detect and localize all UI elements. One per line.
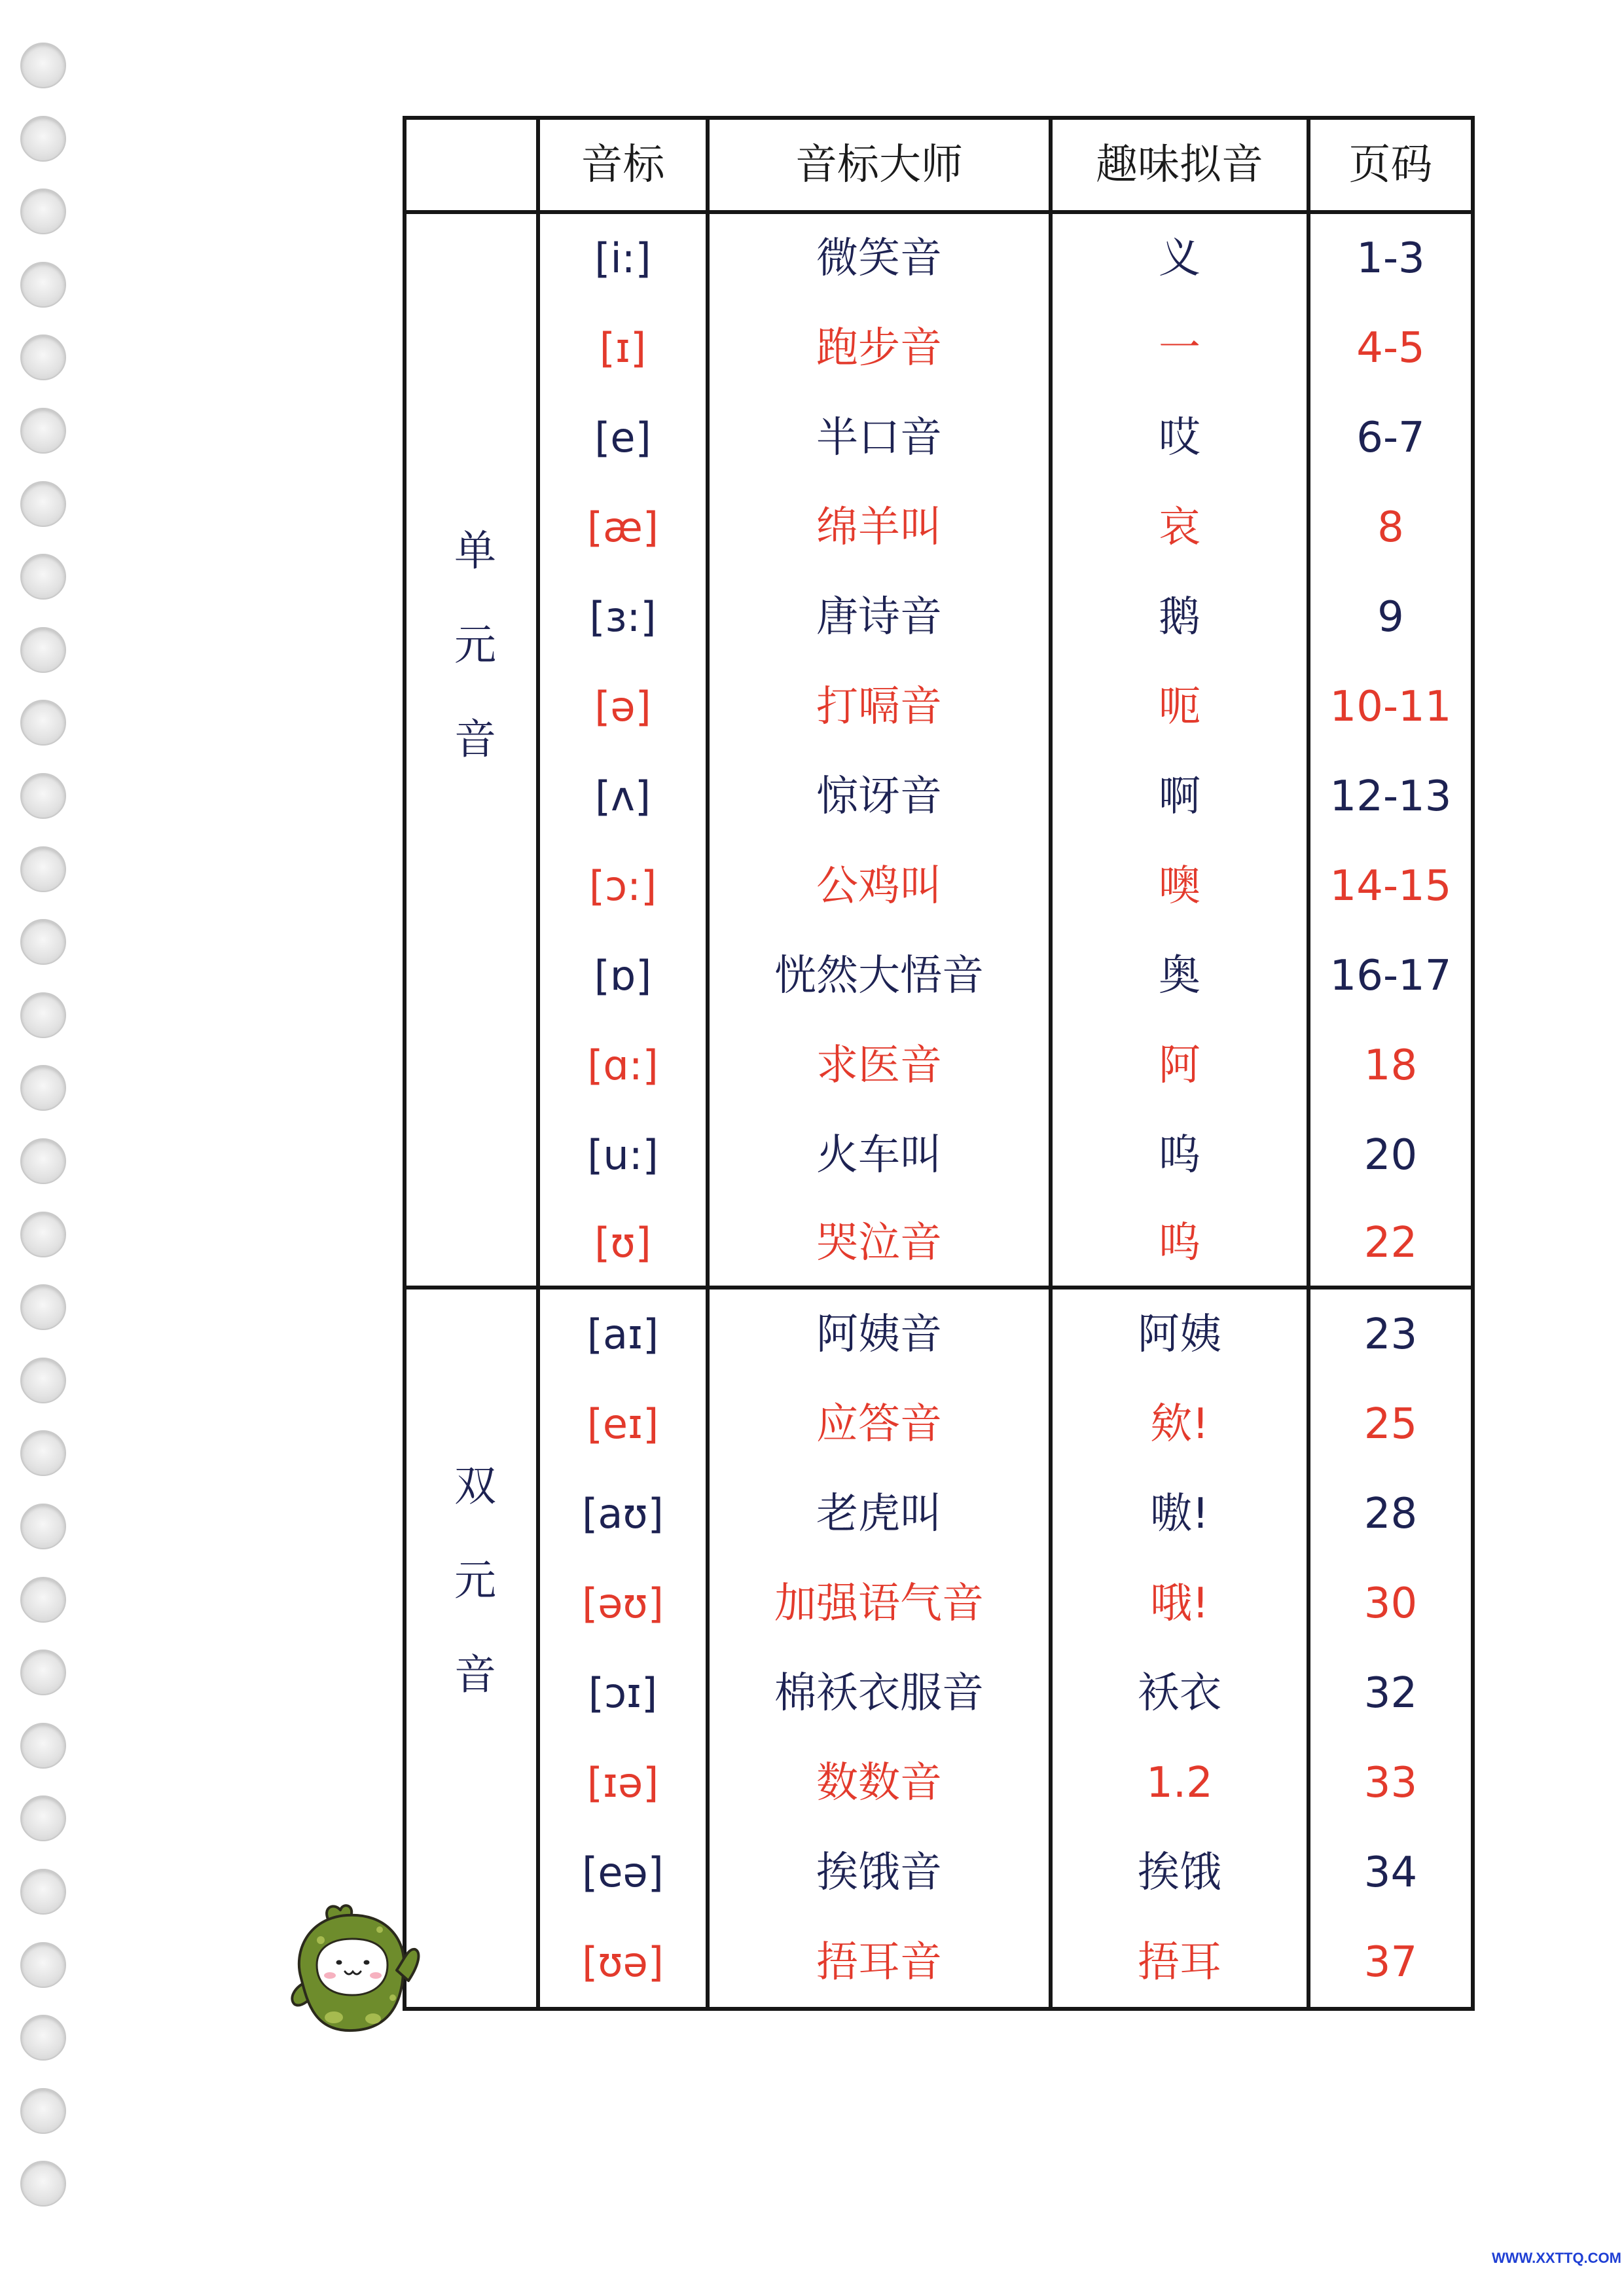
binder-hole bbox=[20, 992, 66, 1038]
phonetic-symbol-cell: [ʌ] bbox=[540, 752, 710, 842]
binder-hole bbox=[20, 1504, 66, 1549]
phonetic-symbol-cell: [eɪ] bbox=[540, 1379, 710, 1469]
sound-nickname-cell: 跑步音 bbox=[710, 304, 1053, 393]
binder-hole bbox=[20, 554, 66, 600]
sound-nickname-cell: 唐诗音 bbox=[710, 573, 1053, 662]
binder-hole bbox=[20, 1358, 66, 1403]
section-category-cell bbox=[406, 1289, 540, 2007]
page-number-cell: 16-17 bbox=[1329, 952, 1452, 1001]
page-number-cell: 10-11 bbox=[1329, 683, 1452, 732]
phonetic-symbol-cell: [ə] bbox=[540, 662, 710, 752]
page-number-cell: 34 bbox=[1363, 1848, 1418, 1897]
phonetic-symbol-cell: [ɑ:] bbox=[540, 1021, 710, 1111]
page-number-cell: 23 bbox=[1363, 1310, 1418, 1359]
fun-onomatopoeia-cell: 1.2 bbox=[1053, 1738, 1310, 1828]
fun-onomatopoeia-cell: 哦! bbox=[1053, 1559, 1310, 1648]
phonetic-symbol-cell: [i:] bbox=[540, 214, 710, 304]
page-number-cell: 33 bbox=[1363, 1758, 1418, 1807]
page-number-cell: 18 bbox=[1363, 1041, 1418, 1091]
sound-nickname-cell: 惊讶音 bbox=[710, 752, 1053, 842]
binder-hole bbox=[20, 1430, 66, 1476]
sound-nickname-cell: 微笑音 bbox=[710, 214, 1053, 304]
fun-onomatopoeia-cell: 奥 bbox=[1053, 931, 1310, 1021]
fun-onomatopoeia-cell: 捂耳 bbox=[1053, 1917, 1310, 2007]
binder-hole bbox=[20, 43, 66, 88]
phonetic-symbol-cell: [əʊ] bbox=[540, 1559, 710, 1648]
binder-hole bbox=[20, 1942, 66, 1988]
sound-nickname-cell: 挨饿音 bbox=[710, 1828, 1053, 1917]
phonetic-symbol-cell: [ɪə] bbox=[540, 1738, 710, 1828]
binder-hole bbox=[20, 262, 66, 308]
binder-hole bbox=[20, 1795, 66, 1841]
page-number-cell: 22 bbox=[1310, 1200, 1471, 1289]
fun-onomatopoeia-cell: 欸! bbox=[1053, 1379, 1310, 1469]
sound-nickname-cell: 求医音 bbox=[710, 1021, 1053, 1111]
header-master: 音标大师 bbox=[710, 120, 1053, 214]
page-number-cell: 37 bbox=[1363, 1938, 1418, 1987]
binder-hole bbox=[20, 2161, 66, 2207]
phonetic-symbol-cell: [e] bbox=[540, 393, 710, 483]
page-number-cell: 28 bbox=[1363, 1489, 1418, 1538]
phonetic-symbol-cell: [ʊ] bbox=[540, 1200, 710, 1289]
page-number-cell: 9 bbox=[1377, 593, 1404, 642]
sound-nickname-cell: 半口音 bbox=[710, 393, 1053, 483]
header-page: 页码 bbox=[1310, 120, 1471, 214]
section-category-cell bbox=[406, 214, 540, 1289]
watermark: WWW.XXTTQ.COM bbox=[1492, 2250, 1621, 2266]
sound-nickname-cell: 捂耳音 bbox=[710, 1917, 1053, 2007]
binder-hole bbox=[20, 334, 66, 380]
fun-onomatopoeia-cell: 嗷! bbox=[1053, 1469, 1310, 1559]
page-number-cell: 20 bbox=[1363, 1130, 1418, 1180]
header-sound: 趣味拟音 bbox=[1053, 120, 1310, 214]
binder-hole bbox=[20, 1138, 66, 1184]
fun-onomatopoeia-cell: 呜 bbox=[1053, 1200, 1310, 1289]
binder-hole bbox=[20, 2088, 66, 2134]
page-number-cell: 12-13 bbox=[1329, 772, 1452, 821]
phonetic-symbol-cell: [ɜ:] bbox=[540, 573, 710, 662]
binder-hole bbox=[20, 408, 66, 454]
sound-nickname-cell: 打嗝音 bbox=[710, 662, 1053, 752]
header-symbol: 音标 bbox=[540, 120, 710, 214]
fun-onomatopoeia-cell: 义 bbox=[1053, 214, 1310, 304]
section-label: 单元音 bbox=[447, 528, 496, 811]
fun-onomatopoeia-cell: 哎 bbox=[1053, 393, 1310, 483]
page-number-cell: 14-15 bbox=[1329, 862, 1452, 911]
phonetic-symbol-cell: [aʊ] bbox=[540, 1469, 710, 1559]
phonetic-symbol-cell: [æ] bbox=[540, 483, 710, 573]
page-number-cell: 6-7 bbox=[1356, 414, 1425, 463]
binder-hole bbox=[20, 627, 66, 673]
binder-hole bbox=[20, 773, 66, 819]
binder-hole bbox=[20, 481, 66, 527]
fun-onomatopoeia-cell: 挨饿 bbox=[1053, 1828, 1310, 1917]
phonetic-symbol-cell: [ɔɪ] bbox=[540, 1648, 710, 1738]
mascot-face bbox=[317, 1939, 388, 1995]
binder-hole bbox=[20, 919, 66, 965]
binder-hole bbox=[20, 1065, 66, 1111]
fun-onomatopoeia-cell: 噢 bbox=[1053, 842, 1310, 931]
page-number-cell: 8 bbox=[1377, 503, 1404, 552]
sound-nickname-cell: 老虎叫 bbox=[710, 1469, 1053, 1559]
section-label: 双元音 bbox=[447, 1464, 496, 1747]
binder-hole bbox=[20, 846, 66, 892]
sound-nickname-cell: 阿姨音 bbox=[710, 1289, 1053, 1379]
phonetic-symbol-cell: [ɒ] bbox=[540, 931, 710, 1021]
fun-onomatopoeia-cell: 袄衣 bbox=[1053, 1648, 1310, 1738]
binder-hole bbox=[20, 1869, 66, 1915]
phonetic-symbol-cell: [eə] bbox=[540, 1828, 710, 1917]
sound-nickname-cell: 绵羊叫 bbox=[710, 483, 1053, 573]
binder-hole bbox=[20, 700, 66, 746]
binder-hole bbox=[20, 1577, 66, 1623]
sound-nickname-cell: 公鸡叫 bbox=[710, 842, 1053, 931]
fun-onomatopoeia-cell: 阿 bbox=[1053, 1021, 1310, 1111]
phonetic-symbol-cell: [ʊə] bbox=[540, 1917, 710, 2007]
binder-hole bbox=[20, 2015, 66, 2061]
fun-onomatopoeia-cell: 哀 bbox=[1053, 483, 1310, 573]
sound-nickname-cell: 棉袄衣服音 bbox=[710, 1648, 1053, 1738]
sound-nickname-cell: 加强语气音 bbox=[710, 1559, 1053, 1648]
binder-hole bbox=[20, 1723, 66, 1769]
fun-onomatopoeia-cell: 啊 bbox=[1053, 752, 1310, 842]
page-number-cell: 32 bbox=[1363, 1668, 1418, 1718]
sound-nickname-cell: 哭泣音 bbox=[710, 1200, 1053, 1289]
binder-hole bbox=[20, 189, 66, 234]
sound-nickname-cell: 恍然大悟音 bbox=[710, 931, 1053, 1021]
sound-nickname-cell: 应答音 bbox=[710, 1379, 1053, 1469]
phonetic-symbol-cell: [ɪ] bbox=[540, 304, 710, 393]
sound-nickname-cell: 数数音 bbox=[710, 1738, 1053, 1828]
header-cell-category bbox=[406, 120, 540, 214]
phonetic-symbol-cell: [u:] bbox=[540, 1110, 710, 1200]
phonetic-symbol-cell: [aɪ] bbox=[540, 1289, 710, 1379]
fun-onomatopoeia-cell: 呜 bbox=[1053, 1110, 1310, 1200]
phonetic-symbol-cell: [ɔ:] bbox=[540, 842, 710, 931]
fun-onomatopoeia-cell: 呃 bbox=[1053, 662, 1310, 752]
fun-onomatopoeia-cell: 阿姨 bbox=[1053, 1289, 1310, 1379]
binder-holes bbox=[0, 0, 92, 2272]
binder-hole bbox=[20, 116, 66, 162]
fun-onomatopoeia-cell: 鹅 bbox=[1053, 573, 1310, 662]
page-number-cell: 30 bbox=[1363, 1579, 1418, 1628]
phonetic-table bbox=[403, 116, 1475, 2011]
page-number-cell: 25 bbox=[1363, 1399, 1418, 1449]
binder-hole bbox=[20, 1650, 66, 1695]
sound-nickname-cell: 火车叫 bbox=[710, 1110, 1053, 1200]
page-number-cell: 1-3 bbox=[1356, 234, 1425, 283]
binder-hole bbox=[20, 1212, 66, 1257]
page-number-cell: 4-5 bbox=[1356, 324, 1425, 373]
binder-hole bbox=[20, 1284, 66, 1330]
fun-onomatopoeia-cell: 一 bbox=[1053, 304, 1310, 393]
dino-hood-mascot-icon bbox=[281, 1900, 423, 2034]
